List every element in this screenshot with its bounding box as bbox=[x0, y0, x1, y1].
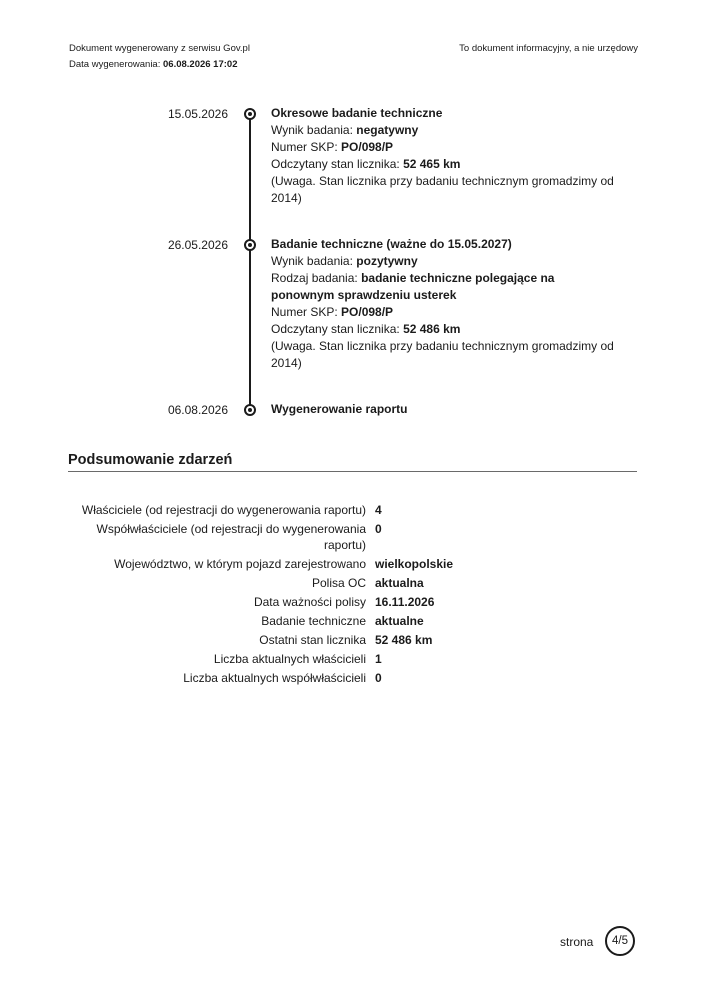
event-date: 26.05.2026 bbox=[167, 238, 228, 252]
summary-row bbox=[68, 671, 568, 690]
skp-label: Numer SKP: bbox=[271, 140, 338, 154]
event-title: Okresowe badanie techniczne bbox=[271, 106, 443, 120]
event-result bbox=[271, 122, 616, 139]
summary-label: Ostatni stan licznika bbox=[259, 632, 366, 647]
event-skp bbox=[271, 304, 616, 321]
result-value: negatywny bbox=[356, 123, 419, 137]
event-odometer bbox=[271, 156, 616, 173]
summary-label: Polisa OC bbox=[311, 575, 366, 590]
summary-row bbox=[68, 595, 568, 614]
result-label: Wynik badania: bbox=[271, 254, 353, 268]
page-label: strona bbox=[560, 935, 594, 949]
summary-value: aktualna bbox=[375, 575, 424, 590]
odometer-value: 52 465 km bbox=[403, 157, 461, 171]
summary-row bbox=[68, 652, 568, 671]
summary-row bbox=[68, 614, 568, 633]
timeline-dot-icon bbox=[244, 404, 256, 416]
odometer-value: 52 486 km bbox=[403, 322, 461, 336]
summary-label: Liczba aktualnych współwłaścicieli bbox=[183, 670, 366, 685]
summary-row bbox=[68, 503, 568, 522]
summary-heading: Podsumowanie zdarzeń bbox=[68, 452, 637, 472]
summary-value: 4 bbox=[375, 503, 382, 517]
event-result bbox=[271, 253, 616, 270]
event-note: (Uwaga. Stan licznika przy badaniu technicznym gromadzimy od 2014) bbox=[271, 339, 614, 370]
event-skp bbox=[271, 139, 616, 156]
event-odometer bbox=[271, 321, 616, 338]
summary-label: Współwłaściciele (od rejestracji do wygenerowania raportu) bbox=[96, 522, 366, 552]
summary-label: Województwo, w którym pojazd zarejestrowano bbox=[114, 556, 366, 571]
type-label: Rodzaj badania: bbox=[271, 271, 358, 285]
disclaimer-text: To dokument informacyjny, a nie urzędowy bbox=[459, 43, 638, 54]
timeline-dot-icon bbox=[244, 239, 256, 251]
header-left bbox=[69, 41, 250, 73]
result-label: Wynik badania: bbox=[271, 123, 353, 137]
event-type bbox=[271, 270, 616, 304]
timeline-event bbox=[271, 401, 616, 418]
summary-label: Właściciele (od rejestracji do wygenerowania raportu) bbox=[81, 503, 366, 517]
summary-value: 0 bbox=[375, 670, 382, 685]
summary-label: Data ważności polisy bbox=[253, 594, 366, 609]
summary-label: Liczba aktualnych właścicieli bbox=[213, 651, 366, 666]
skp-value: PO/098/P bbox=[341, 140, 394, 154]
summary-value: 16.11.2026 bbox=[375, 594, 435, 609]
summary-value: aktualne bbox=[375, 613, 424, 628]
event-title: Wygenerowanie raportu bbox=[271, 402, 408, 416]
summary-row bbox=[68, 576, 568, 595]
summary-value: 52 486 km bbox=[375, 632, 433, 647]
source-text: Dokument wygenerowany z serwisu Gov.pl bbox=[69, 43, 250, 54]
page-number-badge: 4/5 bbox=[605, 926, 635, 956]
event-note: (Uwaga. Stan licznika przy badaniu technicznym gromadzimy od 2014) bbox=[271, 174, 614, 205]
generated-value: 06.08.2026 17:02 bbox=[163, 59, 238, 70]
summary-row bbox=[68, 633, 568, 652]
odometer-label: Odczytany stan licznika: bbox=[271, 157, 400, 171]
result-value: pozytywny bbox=[356, 254, 418, 268]
summary-row bbox=[68, 522, 568, 557]
summary-label: Badanie techniczne bbox=[261, 613, 366, 628]
event-title: Badanie techniczne (ważne do 15.05.2027) bbox=[271, 237, 512, 251]
summary-value: 0 bbox=[375, 522, 382, 536]
summary-value: wielkopolskie bbox=[375, 556, 454, 571]
event-date: 06.08.2026 bbox=[167, 403, 228, 417]
timeline-event bbox=[271, 105, 616, 207]
odometer-label: Odczytany stan licznika: bbox=[271, 322, 400, 336]
skp-value: PO/098/P bbox=[341, 305, 394, 319]
summary-row bbox=[68, 557, 568, 576]
summary-table bbox=[68, 503, 568, 690]
skp-label: Numer SKP: bbox=[271, 305, 338, 319]
timeline-dot-icon bbox=[244, 108, 256, 120]
generated-label: Data wygenerowania: bbox=[69, 59, 161, 70]
type-value: badanie techniczne polegające na ponownym sprawdzeniu usterek bbox=[271, 271, 555, 302]
event-date: 15.05.2026 bbox=[167, 107, 228, 121]
summary-value: 1 bbox=[375, 651, 382, 666]
timeline-line bbox=[249, 116, 251, 411]
timeline-event bbox=[271, 236, 616, 372]
generated-date-line bbox=[69, 57, 250, 73]
